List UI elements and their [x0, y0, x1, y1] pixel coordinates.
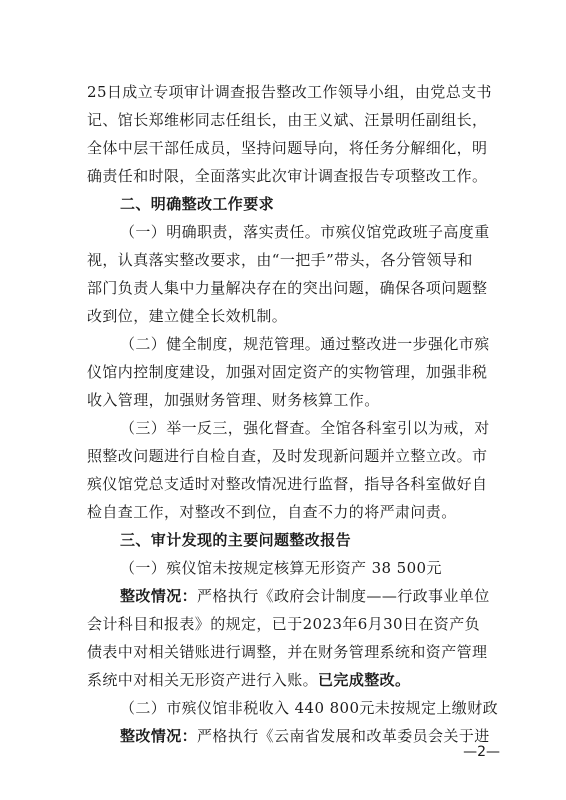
rectify-label: 整改情况：	[120, 727, 198, 745]
paragraph-line: 债表中对相关错账进行调整，并在财务管理系统和资产管理	[87, 643, 488, 661]
rectify-text: 严格执行《云南省发展和改革委员会关于进	[197, 727, 490, 745]
rectify-last-line	[87, 670, 487, 690]
paragraph-line: 检自查工作，对整改不到位，自查不力的将严肃问责。	[87, 503, 457, 521]
completion-status: 已完成整改。	[318, 671, 411, 689]
rectify-text: 系统中对相关无形资产进行入账。	[87, 671, 319, 689]
paragraph-line: 25日成立专项审计调查报告整改工作领导小组，由党总支书	[87, 83, 492, 101]
paragraph-line: 部门负责人集中力量解决存在的突出问题，确保各项问题整	[87, 279, 488, 297]
page-number: —2—	[463, 744, 500, 760]
rectify-line	[120, 726, 520, 746]
problem-title: （二）市殡仪馆非税收入 440 800元未按规定上缴财政	[120, 699, 498, 717]
paragraph-line: 改到位，建立健全长效机制。	[87, 307, 288, 325]
section-heading: 三、审计发现的主要问题整改报告	[120, 531, 352, 549]
paragraph-line: 视，认真落实整改要求，由“一把手”带头，各分管领导和	[87, 251, 473, 269]
rectify-line	[120, 586, 520, 606]
paragraph-line: 记、馆长郑维彬同志任组长，由王义斌、汪景明任副组长，	[87, 111, 488, 129]
paragraph-line: （三）举一反三，强化督查。全馆各科室引以为戒，对	[120, 419, 490, 437]
paragraph-line: （二）健全制度，规范管理。通过整改进一步强化市殡	[120, 335, 490, 353]
paragraph-line: 收入管理，加强财务管理、财务核算工作。	[87, 391, 380, 409]
problem-title: （一）殡仪馆未按规定核算无形资产 38 500元	[120, 559, 442, 577]
rectify-text: 严格执行《政府会计制度——行政事业单位	[197, 587, 490, 605]
paragraph-line: 全体中层干部任成员，坚持问题导向，将任务分解细化，明	[87, 139, 488, 157]
paragraph-line: （一）明确职责，落实责任。市殡仪馆党政班子高度重	[120, 223, 490, 241]
section-heading: 二、明确整改工作要求	[120, 195, 275, 213]
paragraph-line: 会计科目和报表》的规定，已于2023年6月30日在资产负	[87, 615, 481, 633]
paragraph-line: 仪馆内控制度建设，加强对固定资产的实物管理，加强非税	[87, 363, 488, 381]
rectify-label: 整改情况：	[120, 587, 198, 605]
paragraph-line: 殡仪馆党总支适时对整改情况进行监督，指导各科室做好自	[87, 475, 488, 493]
paragraph-line: 照整改问题进行自检自查，及时发现新问题并立整立改。市	[87, 447, 488, 465]
paragraph-line: 确责任和时限，全面落实此次审计调查报告专项整改工作。	[87, 167, 488, 185]
